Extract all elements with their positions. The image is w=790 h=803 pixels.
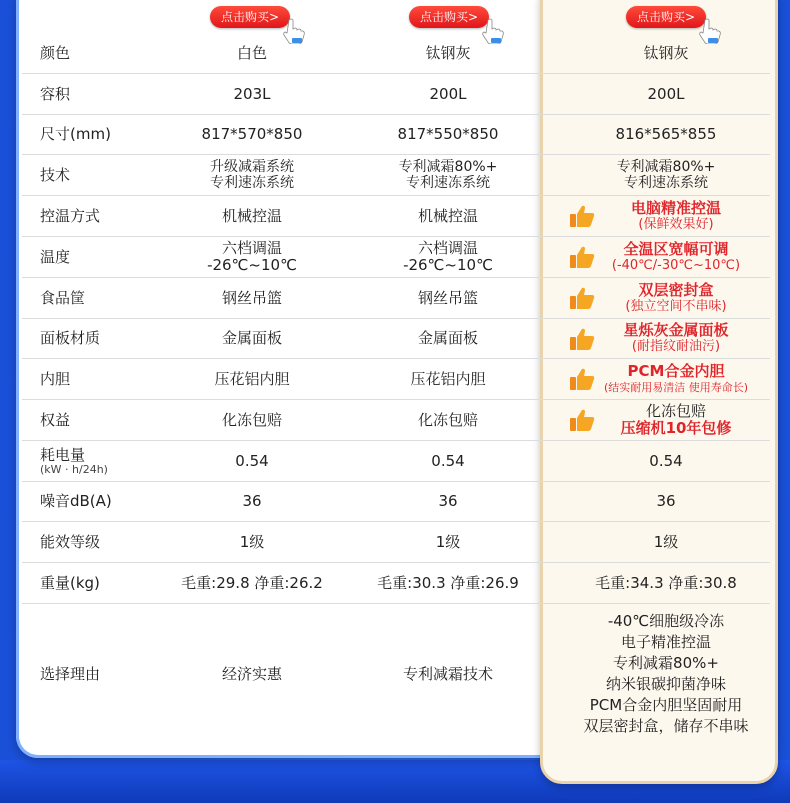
cell-line: 升级减霜系统 xyxy=(210,159,294,175)
cell-value: 机械控温 xyxy=(221,206,282,225)
cell-value: 817*550*850 xyxy=(397,125,499,143)
cell-value xyxy=(547,237,785,277)
cell-value: 钢丝吊篮 xyxy=(417,288,478,307)
cell-value: 白色 xyxy=(236,44,267,62)
cell-value: 钛钢灰 xyxy=(643,44,689,62)
row-label: 技术 xyxy=(40,165,71,184)
row-label-unit: (kW · h/24h) xyxy=(40,462,108,476)
cell-value: 1级 xyxy=(653,532,679,551)
cell-line: 专利减霜80%+ xyxy=(398,159,498,175)
cell-line: -26℃~10℃ xyxy=(403,256,493,274)
cell-value: 专利减霜技术 xyxy=(402,664,493,683)
highlight-note: (-40℃/-30℃~10℃) xyxy=(611,257,741,273)
highlight-title: 压缩机10年包修 xyxy=(620,419,732,437)
row-label: 颜色 xyxy=(40,44,71,62)
highlight-note: (结实耐用易清洁 使用寿命长) xyxy=(603,381,749,394)
thumbs-up-icon xyxy=(569,327,595,351)
row-label: 温度 xyxy=(40,247,71,266)
cell-value xyxy=(547,278,785,318)
reason-line: 专利减霜80%+ xyxy=(613,654,719,672)
row-tech xyxy=(22,155,770,196)
row-label: 选择理由 xyxy=(40,664,101,683)
cell-value: 压花铝内胆 xyxy=(410,369,486,388)
row-label: 尺寸(mm) xyxy=(40,125,111,143)
cell-value: 816*565*855 xyxy=(615,125,717,143)
cell-value: 200L xyxy=(429,84,467,103)
row-label: 控温方式 xyxy=(40,206,101,225)
reason-line: PCM合金内胆坚固耐用 xyxy=(589,696,743,714)
cell-value xyxy=(348,237,548,277)
cell-value xyxy=(152,155,352,195)
highlight-note: (独立空间不串味) xyxy=(625,298,727,314)
cell-value: 203L xyxy=(233,84,271,103)
cell-value: 1级 xyxy=(239,532,265,551)
thumbs-up-icon xyxy=(569,408,595,432)
row-weight xyxy=(22,563,770,604)
highlight-note: (耐指纹耐油污) xyxy=(631,339,721,354)
thumbs-up-icon xyxy=(569,204,595,228)
cell-value: 机械控温 xyxy=(417,206,478,225)
reason-line: 双层密封盒，储存不串味 xyxy=(583,717,749,735)
thumbs-up-icon xyxy=(569,245,595,269)
cell-line: 专利减霜80%+ xyxy=(616,159,716,175)
cell-line: 六档调温 xyxy=(417,239,478,257)
buy-button-titanium[interactable]: 点击购买> xyxy=(409,6,489,28)
cell-value: 金属面板 xyxy=(417,329,478,347)
cell-value: 化冻包赔 xyxy=(417,410,478,429)
cell-value: 毛重:34.3 净重:30.8 xyxy=(595,573,737,592)
highlight-title: PCM合金内胆 xyxy=(627,362,725,380)
cell-value xyxy=(547,319,785,358)
cell-value xyxy=(547,604,785,744)
row-rights xyxy=(22,400,770,441)
row-reason xyxy=(22,604,770,744)
cell-line: 专利速冻系统 xyxy=(624,175,708,191)
cell-line: 六档调温 xyxy=(221,239,282,257)
row-label: 能效等级 xyxy=(40,532,101,551)
cell-value: 36 xyxy=(438,492,458,510)
cell-value xyxy=(348,155,548,195)
reason-line: -40℃细胞级冷冻 xyxy=(607,612,725,630)
thumbs-up-icon xyxy=(569,286,595,310)
cell-value: 200L xyxy=(647,84,685,103)
buy-button-white[interactable]: 点击购买> xyxy=(210,6,290,28)
highlight-title: 双层密封盒 xyxy=(638,280,714,299)
cell-line: -26℃~10℃ xyxy=(207,256,297,274)
cell-value: 压花铝内胆 xyxy=(214,369,290,388)
row-efficiency xyxy=(22,522,770,563)
cell-value: 金属面板 xyxy=(221,329,282,347)
cell-line: 专利速冻系统 xyxy=(210,175,294,191)
cell-value: 毛重:29.8 净重:26.2 xyxy=(181,573,323,592)
cell-value: 817*570*850 xyxy=(201,125,303,143)
cell-value: 0.54 xyxy=(431,451,465,470)
row-color xyxy=(22,34,770,74)
cell-value xyxy=(547,359,785,399)
row-label: 内胆 xyxy=(40,369,71,388)
cell-value: 36 xyxy=(656,492,676,510)
row-capacity xyxy=(22,74,770,115)
cell-value xyxy=(547,400,785,440)
row-temperature xyxy=(22,237,770,278)
row-label: 噪音dB(A) xyxy=(40,492,112,510)
cell-value: 36 xyxy=(242,492,262,510)
row-noise xyxy=(22,482,770,522)
reason-line: 纳米银碳抑菌净味 xyxy=(605,675,726,693)
reason-line: 电子精准控温 xyxy=(620,633,711,651)
buy-button-recommended[interactable]: 点击购买> xyxy=(626,6,706,28)
cell-value: 毛重:30.3 净重:26.9 xyxy=(377,573,519,592)
cell-value: 1级 xyxy=(435,532,461,551)
cell-value: 化冻包赔 xyxy=(221,410,282,429)
row-temp-control xyxy=(22,196,770,237)
cell-value xyxy=(152,237,352,277)
cell-value: 钛钢灰 xyxy=(425,44,471,62)
row-label: 重量(kg) xyxy=(40,573,100,592)
cell-line: 化冻包赔 xyxy=(645,402,706,420)
highlight-title: 全温区宽幅可调 xyxy=(623,239,729,258)
row-liner xyxy=(22,359,770,400)
cell-value xyxy=(547,196,785,236)
thumbs-up-icon xyxy=(569,367,595,391)
cell-line: 专利速冻系统 xyxy=(406,175,490,191)
row-panel xyxy=(22,319,770,359)
cell-value: 0.54 xyxy=(649,451,683,470)
highlight-note: (保鲜效果好) xyxy=(638,216,714,232)
row-label-text: 耗电量 xyxy=(40,445,86,464)
cell-value: 钢丝吊篮 xyxy=(221,288,282,307)
highlight-title: 电脑精准控温 xyxy=(630,198,721,217)
row-label: 容积 xyxy=(40,84,71,103)
highlight-title: 星烁灰金属面板 xyxy=(623,321,729,339)
row-label: 面板材质 xyxy=(40,329,101,347)
row-label: 权益 xyxy=(40,410,71,429)
row-power xyxy=(22,441,770,482)
cell-value: 0.54 xyxy=(235,451,269,470)
row-basket xyxy=(22,278,770,319)
cell-value xyxy=(547,155,785,195)
cell-value: 经济实惠 xyxy=(221,664,282,683)
row-size xyxy=(22,115,770,155)
row-label: 食品筐 xyxy=(40,288,86,307)
